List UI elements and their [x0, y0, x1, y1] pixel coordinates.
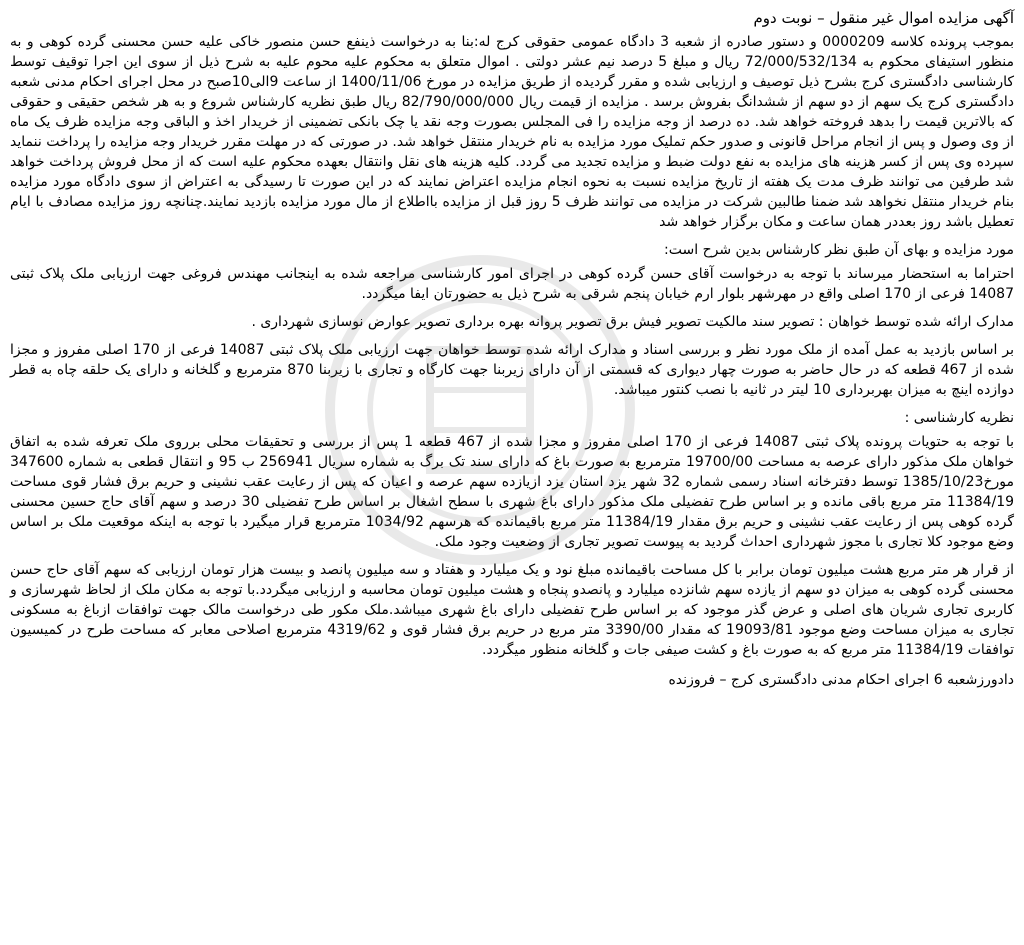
- documents-paragraph: مدارک ارائه شده توسط خواهان : تصویر سند مالکیت تصویر فیش برق تصویر پروانه بهره برداری تصویر عوارض نوسازی شهرداری .: [251, 314, 1014, 330]
- signature-line: دادورزشعبه 6 اجرای احکام مدنی دادگستری کرج – فروزنده: [668, 672, 1014, 688]
- intro-paragraph: بموجب پرونده کلاسه 0000209 و دستور صادره از شعبه 3 دادگاه عمومی حقوقی کرج له:بنا به درخواست ذینفع حسن منصور خاکی علیه حسن محسنی گرده کوهی و به منظور استیفای محکوم به 72/000/532/134 ریال و مبلغ 5 درصد نیم عشر دولتی . اموال متعلق به محکوم علیه محوم علیه به شرح ذیل از سوی این اجرا توقیف توسط کارشناسی دادگستری کرج بشرح ذیل توصیف و ارزیابی شده و مقرر گردیده از طریق مزایده در مورخ 1400/11/06 از ساعت 9الی10صبح در محل اجرای احکام مدنی شعبه دادگستری کرج یک سهم از دو سهم از ششدانگ بفروش برسد . مزایده از قیمت ریال 82/790/000/000 ریال طبق نظریه کارشناس شروع و به هر شخص حقیقی و حقوقی که بالاترین قیمت را بدهد فروخته خواهد شد. ده درصد از وجه مزایده را فی المجلس بصورت وجه نقد یا چک بانکی تضمینی از خریدار اخذ و الباقی وجه مزایده ظرف یک ماه از وی وصول و پس از انجام مراحل قانونی و صدور حکم تملیک مورد مزایده به نام خریدار منتقل خواهد شد. در صورتی که در مهلت مقرر خریدار وجه مزایده را پرداخت ننماید سپرده وی پس از کسر هزینه های مزایده به نفع دولت ضبط و مزایده تجدید می گردد. کلیه هزینه های نقل وانتقال بعهده محکوم علیه است که از محل فروش پرداخت خواهد شد طرفین می توانند ظرف مدت یک هفته از تاریخ مزایده نسبت به نحوه انجام مزایده اعتراض نمایند که در این صورت تا رسیدگی به اعتراض از سوی دادگاه مورد مزایده بنام خریدار منتقل نخواهد شد ضمنا طالبین شرکت در مزایده می توانند ظرف 5 روز قبل از مزایده بااطلاع از مال مورد مزایده بازدید نمایند.چنانچه روز مزایده مصادف با ایام تعطیل باشد روز بعددر همان ساعت و مکان برگزار خواهد شد: [10, 34, 1015, 230]
- expert-request-paragraph: احتراما به استحضار میرساند با توجه به درخواست آقای حسن گرده کوهی در اجرای امور کارشناسی مراجعه شده به اینجانب مهندس فروغی جهت ارزیابی ملک پلاک ثبتی 14087 فرعی از 170 اصلی واقع در مهرشهر بلوار ارم خیابان پنجم شرقی به شرح ذیل به حضورتان ایفا میگردد.: [10, 266, 1014, 302]
- opinion-paragraph: با توجه به حتویات پرونده پلاک ثبتی 14087 فرعی از 170 اصلی مفروز و مجزا شده از 467 قطعه 1 پس از بررسی و تحقیقات محلی برروی ملک تعرفه شده به اتفاق خواهان ملک مذکور دارای عرصه به مساحت 19700/00 مترمربع به صورت باغ که دارای سند تک برگ به شماره سریال 256941 ب 95 و انتقال قطعی به شماره 347600 مورخ1385/10/23 توسط دفترخانه اسناد رسمی شماره 32 شهر یزد استان یزد ازیازده سهم عرصه و اعیان که پس از رعایت عقب نشینی و حریم برق فشار قوی مساحت 11384/19 متر مربع باقی مانده و بر اساس طرح تفضیلی ملک مذکور دارای باغ شهری با سطح اشغال بر اساس طرح تفضیلی 30 درصد و سهم آقای حاج حسین محسنی گرده کوهی پس از رعایت عقب نشینی و حریم برق مقدار 11384/19 متر مربع باقیمانده که هرسهم 1034/92 مترمربع قرار میگیرد با توجه به اینکه موقعیت ملک بر اساس وضع موجود کلا تجاری با مجوز شهرداری احداث گردید به پیوست تصویر تجاری از وضعیت وجود ملک.: [10, 434, 1015, 550]
- valuation-paragraph: از قرار هر متر مربع هشت میلیون تومان برابر با کل مساحت باقیمانده مبلغ نود و یک میلیارد و هفتاد و سه میلیون پانصد و بیست هزار تومان ارزیابی که سهم آقای حاج حسن محسنی گرده کوهی به میزان دو سهم از یازده سهم شانزده میلیارد و پانصدو پنجاه و هشت میلیون تومان محاسبه و ارزیابی میگردد.با توجه به مکان ملک از لحاظ شهرسازی و کاربری تجاری شریان های اصلی و عرض گذر موجود که بر اساس طرح تفضیلی دارای باغ شهری میباشد.ملک مکور طی درخواست مالک جهت توافقات ازباغ به مسکونی تجاری به میزان مساحت وضع موجود 19093/81 که مقدار 3390/00 متر مربع در حریم برق فشار قوی و 4319/62 مترمربع اصلاحی معابر که مساحت طرح در کمیسیون توافقات 11384/19 متر مربع که به صورت باغ و کشت صیفی جات و گلخانه منظور میگردد.: [10, 562, 1015, 658]
- notice-title: آگهی مزایده اموال غیر منقول – نوبت دوم: [753, 9, 1014, 27]
- opinion-heading: نظریه کارشناسی :: [904, 410, 1014, 426]
- subject-heading: مورد مزایده و بهای آن طبق نظر کارشناس بدین شرح است:: [664, 242, 1014, 258]
- visit-report-paragraph: بر اساس بازدید به عمل آمده از ملک مورد نظر و بررسی اسناد و مدارک ارائه شده توسط خواهان جهت ارزیابی ملک پلاک ثبتی 14087 فرعی از 170 اصلی مفروز و مجزا شده از 467 قطعه که در حال حاضر به صورت چهار دیواری که قسمتی از آن دارای زیربنا جهت کارگاه و تجاری با زیربنا 870 مترمربع و گلخانه و دارای یک حلقه چاه به قطر دوازده اینچ به میزان بهربرداری 10 لیتر در ثانیه با نصب کنتور میباشد.: [10, 342, 1014, 398]
